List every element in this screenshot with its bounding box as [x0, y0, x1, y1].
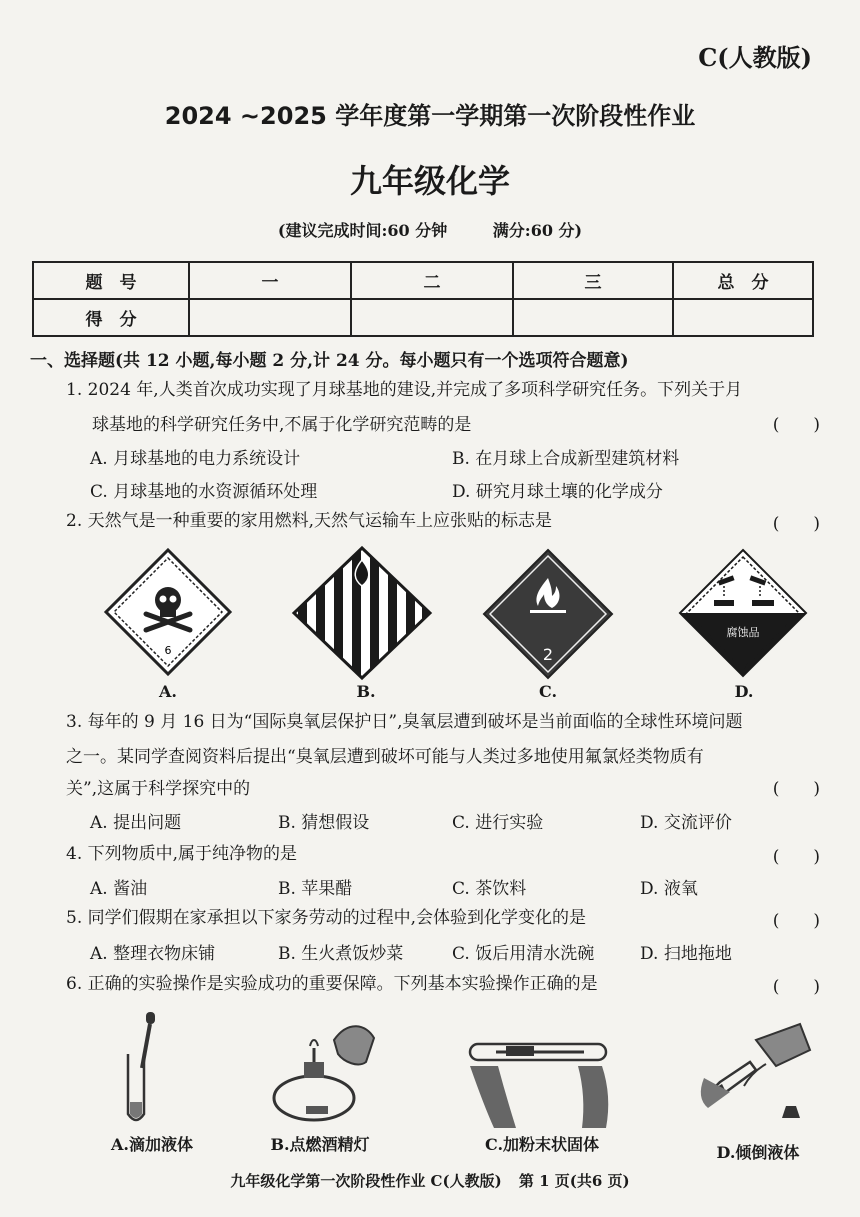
question-3-line-1: 3. 每年的 9 月 16 日为“国际臭氧层保护日”,臭氧层遭到破坏是当前面临的全球性环境问题 — [66, 712, 743, 732]
table-cell: 总 分 — [673, 262, 813, 299]
option-b[interactable]: B. 生火煮饭炒菜 — [278, 944, 404, 964]
option-a[interactable]: A. 月球基地的电力系统设计 — [90, 449, 301, 469]
table-cell: 一 — [189, 262, 351, 299]
option-b[interactable]: B. 苹果醋 — [278, 879, 353, 899]
score-cell-2[interactable] — [351, 299, 513, 336]
footer-title: 九年级化学第一次阶段性作业 C(人教版) — [230, 1172, 502, 1190]
option-d[interactable]: D. 扫地拖地 — [640, 944, 732, 964]
option-d[interactable]: D. 液氧 — [640, 879, 698, 899]
option-a[interactable]: A.滴加液体 — [111, 1135, 193, 1154]
answer-paren[interactable]: ( ) — [772, 779, 820, 799]
option-c[interactable]: C. 饭后用清水洗碗 — [452, 944, 595, 964]
sign-b-label[interactable]: B. — [356, 682, 376, 701]
flammable-gas-sign-icon[interactable] — [482, 548, 614, 680]
answer-paren[interactable]: ( ) — [772, 847, 820, 867]
sign-class-number: 6 — [164, 644, 172, 657]
option-d[interactable]: D.倾倒液体 — [716, 1143, 800, 1162]
table-cell: 题 号 — [33, 262, 189, 299]
section-title: 一、选择题(共 12 小题,每小题 2 分,计 24 分。每小题只有一个选项符合题意) — [30, 351, 629, 371]
striped-hazard-sign-icon[interactable] — [292, 546, 432, 680]
option-c[interactable]: C.加粉末状固体 — [484, 1135, 600, 1154]
full-score: 满分:60 分) — [492, 221, 583, 240]
question-3-line-3: 关”,这属于科学探究中的 — [66, 779, 251, 799]
score-cell-3[interactable] — [513, 299, 673, 336]
score-table — [32, 261, 814, 337]
option-a[interactable]: A. 酱油 — [90, 879, 148, 899]
table-cell: 三 — [513, 262, 673, 299]
pouring-liquid-icon[interactable] — [696, 1020, 812, 1132]
exam-meta — [0, 218, 860, 241]
option-d[interactable]: D. 交流评价 — [640, 813, 732, 833]
option-c[interactable]: C. 进行实验 — [452, 813, 544, 833]
option-c[interactable]: C. 月球基地的水资源循环处理 — [90, 482, 318, 502]
score-cell-1[interactable] — [189, 299, 351, 336]
exam-title: 2024 ~2025 学年度第一学期第一次阶段性作业 — [164, 102, 696, 130]
option-b[interactable]: B.点燃酒精灯 — [270, 1135, 370, 1154]
question-3-line-2: 之一。某同学查阅资料后提出“臭氧层遭到破坏可能与人类过多地使用氟氯烃类物质有 — [66, 747, 704, 767]
answer-paren[interactable]: ( ) — [772, 514, 820, 534]
tube-with-paper-trough-icon[interactable] — [462, 1036, 614, 1132]
option-a[interactable]: A. 整理衣物床铺 — [90, 944, 216, 964]
option-b[interactable]: B. 猜想假设 — [278, 813, 370, 833]
table-cell: 二 — [351, 262, 513, 299]
option-d[interactable]: D. 研究月球土壤的化学成分 — [452, 482, 663, 502]
score-table-header-row — [33, 262, 813, 299]
question-1-line-2: 球基地的科学研究任务中,不属于化学研究范畴的是 — [92, 415, 472, 435]
question-4-line-1: 4. 下列物质中,属于纯净物的是 — [66, 844, 298, 864]
corrosive-sign-icon[interactable] — [678, 548, 808, 678]
score-cell-total[interactable] — [673, 299, 813, 336]
score-table-score-row — [33, 299, 813, 336]
table-cell: 得 分 — [33, 299, 189, 336]
question-6-line-1: 6. 正确的实验操作是实验成功的重要保障。下列基本实验操作正确的是 — [66, 974, 598, 994]
sign-caption: 腐蚀品 — [726, 626, 760, 639]
dropper-into-test-tube-icon[interactable] — [116, 1010, 166, 1128]
sign-class-number: 2 — [542, 645, 554, 664]
sign-c-label[interactable]: C. — [538, 682, 558, 701]
sign-d-label[interactable]: D. — [734, 682, 754, 701]
question-5-line-1: 5. 同学们假期在家承担以下家务劳动的过程中,会体验到化学变化的是 — [66, 908, 587, 928]
answer-paren[interactable]: ( ) — [772, 977, 820, 997]
answer-paren[interactable]: ( ) — [772, 911, 820, 931]
question-1-line-1: 1. 2024 年,人类首次成功实现了月球基地的建设,并完成了多项科学研究任务。下列关于月 — [66, 380, 743, 400]
question-2-line-1: 2. 天然气是一种重要的家用燃料,天然气运输车上应张贴的标志是 — [66, 511, 553, 531]
edition-label: C(人教版) — [698, 43, 812, 72]
option-c[interactable]: C. 茶饮料 — [452, 879, 527, 899]
subject-title: 九年级化学 — [349, 162, 510, 200]
alcohol-lamp-lighting-icon[interactable] — [270, 1010, 382, 1128]
sign-a-label[interactable]: A. — [159, 682, 177, 701]
toxic-sign-icon[interactable] — [104, 548, 232, 676]
page-number: 第 1 页(共6 页) — [518, 1172, 630, 1190]
option-b[interactable]: B. 在月球上合成新型建筑材料 — [452, 449, 680, 469]
suggested-time: (建议完成时间:60 分钟 — [277, 221, 448, 240]
page-footer — [0, 1170, 860, 1191]
answer-paren[interactable]: ( ) — [772, 415, 820, 435]
option-a[interactable]: A. 提出问题 — [90, 813, 182, 833]
